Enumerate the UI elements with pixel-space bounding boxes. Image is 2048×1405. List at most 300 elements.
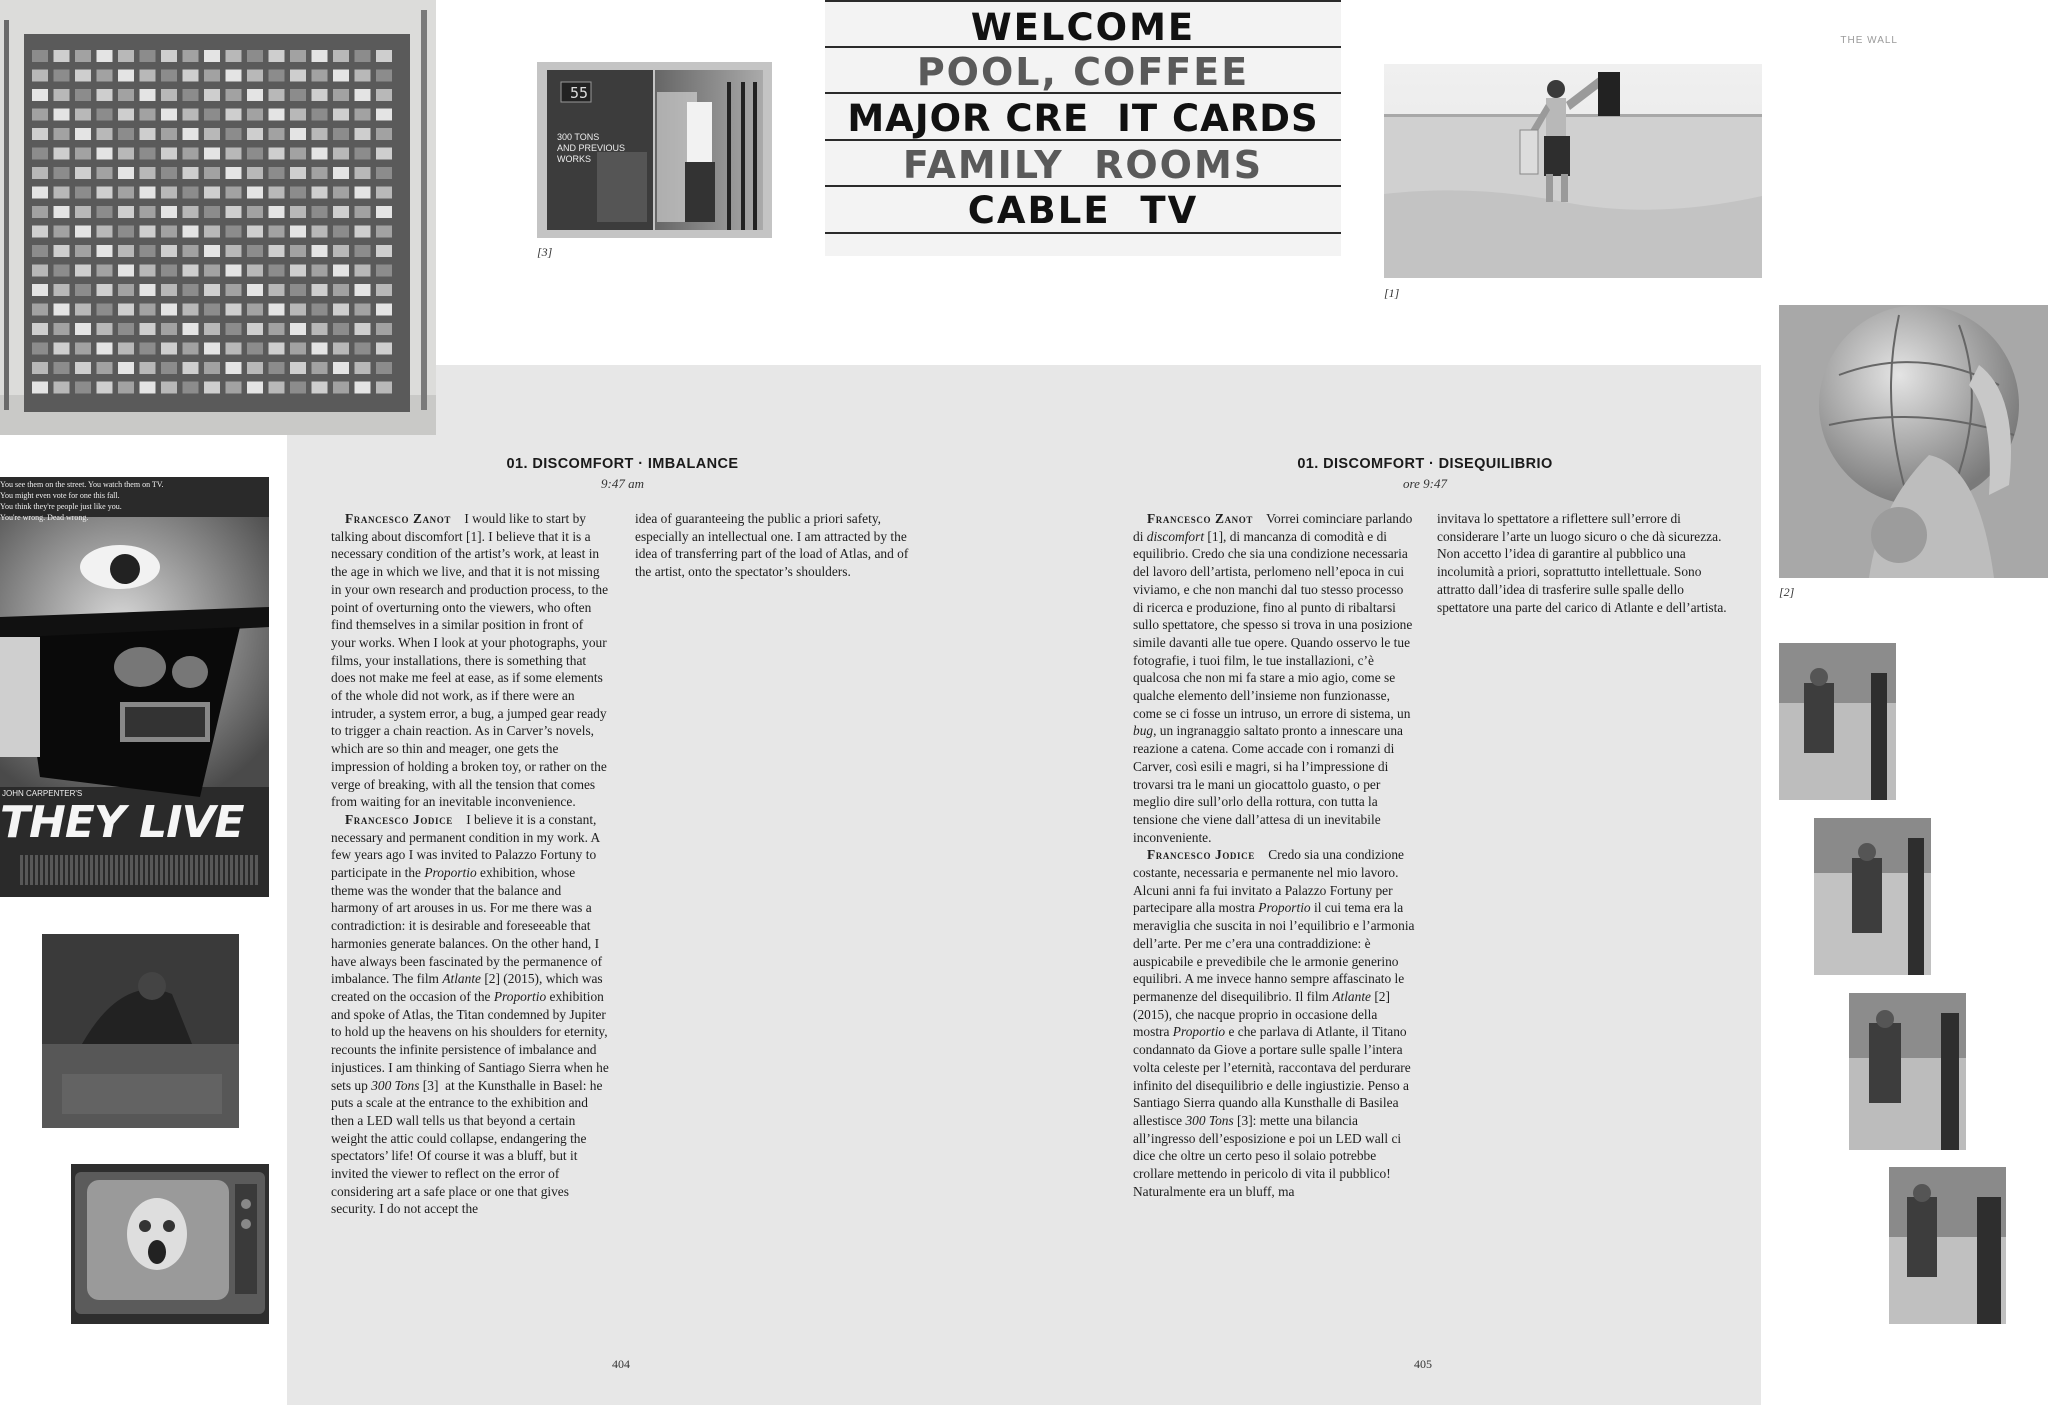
wall-print bbox=[226, 382, 242, 394]
poster-director: JOHN CARPENTER'S bbox=[2, 789, 83, 798]
wall-print bbox=[376, 343, 392, 355]
wall-print bbox=[355, 109, 371, 121]
sign-line-4: FAMILY ROOMS bbox=[902, 143, 1264, 187]
wall-print bbox=[333, 343, 349, 355]
beach-photo bbox=[1384, 64, 1762, 278]
wall-print bbox=[54, 362, 70, 374]
strip-photo-4 bbox=[1889, 1167, 2006, 1324]
wall-print bbox=[54, 128, 70, 140]
wall-print bbox=[140, 148, 156, 160]
right-para-zanot: Francesco Zanot Vorrei cominciare parlando di discomfort [1], di mancanza di comodità e di equilibrio. Credo che sia una condizione necessaria del lavoro dell’artista, perlomeno nell’epoca in cui viviamo, e che non manchi dal tuo stesso processo di ricerca e produzione, fino al punto di ribaltarsi sullo spettatore, che spesso si trova in una posizione simile davanti alle tue opere. Quando osservo le tue fotografie, i tuoi film, le tue installazioni, c’è qualcosa che non mi fa stare a mio agio, come se qualche elemento dell’insieme non funzionasse, come se ci fosse un intruso, un errore di sistema, un bug, un ingranaggio saltato pronto a innescare una reazione a catena. Come accade con i romanzi di Carver, così esili e magri, si ha l’impressione di trovarsi tra le mani un giocattolo guasto, o per meglio dire sull’orlo della rottura, con tutta la tensione che viene dall’attesa di un inevitabile inconveniente. bbox=[1133, 511, 1413, 845]
wall-print bbox=[140, 304, 156, 316]
wall-print bbox=[333, 70, 349, 82]
wall-print bbox=[376, 323, 392, 335]
wall-print bbox=[161, 167, 177, 179]
wall-print bbox=[247, 50, 263, 62]
wall-print bbox=[355, 323, 371, 335]
wall-print bbox=[269, 265, 285, 277]
wall-print bbox=[75, 89, 91, 101]
wall-print bbox=[333, 362, 349, 374]
wall-print bbox=[355, 206, 371, 218]
wall-print bbox=[312, 206, 328, 218]
wall-print bbox=[140, 382, 156, 394]
caption-2: [2] bbox=[1779, 585, 1795, 599]
wall-print bbox=[75, 206, 91, 218]
wall-print bbox=[54, 226, 70, 238]
wall-print bbox=[226, 245, 242, 257]
wall-print bbox=[376, 206, 392, 218]
wall-print bbox=[32, 89, 48, 101]
wall-print bbox=[32, 50, 48, 62]
wall-print bbox=[118, 362, 134, 374]
wall-print bbox=[140, 245, 156, 257]
wall-print bbox=[312, 362, 328, 374]
wall-print bbox=[75, 167, 91, 179]
wall-print bbox=[183, 187, 199, 199]
wall-print bbox=[312, 323, 328, 335]
sign-line-5: CABLE TV bbox=[967, 189, 1199, 232]
wall-print bbox=[312, 304, 328, 316]
wall-print bbox=[32, 226, 48, 238]
wall-print bbox=[226, 167, 242, 179]
wall-print bbox=[54, 148, 70, 160]
running-head: THE WALL bbox=[1840, 35, 1898, 46]
book-counter: 55 bbox=[570, 84, 589, 102]
wall-print bbox=[333, 187, 349, 199]
right-col-2 bbox=[1437, 510, 1727, 616]
wall-print bbox=[140, 109, 156, 121]
wall-print bbox=[290, 128, 306, 140]
wall-print bbox=[183, 362, 199, 374]
wall-print bbox=[355, 148, 371, 160]
wall-print bbox=[290, 206, 306, 218]
wall-print bbox=[290, 50, 306, 62]
wall-print bbox=[333, 148, 349, 160]
wall-print bbox=[204, 206, 220, 218]
wall-print bbox=[333, 226, 349, 238]
wall-print bbox=[247, 284, 263, 296]
wall-print bbox=[269, 226, 285, 238]
wall-print bbox=[97, 206, 113, 218]
wall-print bbox=[355, 362, 371, 374]
wall-print bbox=[183, 226, 199, 238]
wall-print bbox=[32, 245, 48, 257]
wall-print bbox=[161, 89, 177, 101]
wall-print bbox=[204, 167, 220, 179]
wall-print bbox=[226, 265, 242, 277]
wall-print bbox=[75, 226, 91, 238]
wall-print bbox=[118, 50, 134, 62]
wall-print bbox=[118, 89, 134, 101]
wall-print bbox=[290, 343, 306, 355]
wall-print bbox=[226, 50, 242, 62]
wall-print bbox=[247, 226, 263, 238]
wall-print bbox=[140, 362, 156, 374]
caption-1: [1] bbox=[1384, 286, 1400, 300]
wall-print bbox=[183, 70, 199, 82]
wall-print bbox=[161, 343, 177, 355]
wall-print bbox=[290, 89, 306, 101]
wall-print bbox=[333, 245, 349, 257]
wall-print bbox=[204, 265, 220, 277]
wall-print bbox=[54, 343, 70, 355]
wall-print bbox=[376, 226, 392, 238]
wall-print bbox=[269, 167, 285, 179]
wall-print bbox=[312, 343, 328, 355]
wall-print bbox=[247, 343, 263, 355]
wall-print bbox=[140, 187, 156, 199]
speaker-jodice-it: Francesco Jodice bbox=[1147, 847, 1255, 863]
wall-print bbox=[161, 226, 177, 238]
wall-print bbox=[376, 50, 392, 62]
wall-print bbox=[247, 304, 263, 316]
wall-print bbox=[204, 128, 220, 140]
wall-print bbox=[290, 187, 306, 199]
wall-print bbox=[247, 206, 263, 218]
wall-print bbox=[355, 245, 371, 257]
wall-print bbox=[355, 343, 371, 355]
wall-print bbox=[269, 148, 285, 160]
wall-print bbox=[32, 109, 48, 121]
wall-print bbox=[269, 187, 285, 199]
wall-print bbox=[118, 323, 134, 335]
wall-print bbox=[269, 362, 285, 374]
wall-print bbox=[75, 148, 91, 160]
wall-print bbox=[226, 304, 242, 316]
wall-print bbox=[312, 167, 328, 179]
wall-print bbox=[161, 109, 177, 121]
wall-print bbox=[97, 362, 113, 374]
wall-print bbox=[118, 265, 134, 277]
wall-print bbox=[204, 109, 220, 121]
wall-print bbox=[97, 128, 113, 140]
wall-print bbox=[54, 109, 70, 121]
wall-print bbox=[118, 167, 134, 179]
wall-print bbox=[54, 284, 70, 296]
left-heading: 01. DISCOMFORT · IMBALANCE bbox=[506, 456, 739, 472]
wall-print bbox=[140, 206, 156, 218]
wall-print bbox=[75, 323, 91, 335]
wall-print bbox=[376, 284, 392, 296]
wall-print bbox=[161, 304, 177, 316]
left-para-cont: idea of guaranteeing the public a priori safety, especially an intellectual one. I am attracted by the idea of transferring part of the load of Atlas, and of the artist, onto the spectator’s shoulders. bbox=[635, 511, 909, 580]
wall-print bbox=[54, 206, 70, 218]
wall-print bbox=[75, 362, 91, 374]
they-live-poster bbox=[0, 477, 269, 897]
wall-print bbox=[204, 245, 220, 257]
wall-print bbox=[97, 109, 113, 121]
wall-print bbox=[269, 343, 285, 355]
wall-print bbox=[32, 265, 48, 277]
wall-print bbox=[355, 284, 371, 296]
wall-print bbox=[75, 187, 91, 199]
wall-print bbox=[226, 226, 242, 238]
wall-print bbox=[183, 109, 199, 121]
wall-print bbox=[54, 265, 70, 277]
wall-print bbox=[226, 109, 242, 121]
wall-print bbox=[226, 343, 242, 355]
wall-print bbox=[118, 206, 134, 218]
wall-installation-image bbox=[0, 0, 436, 435]
wall-print bbox=[97, 89, 113, 101]
wall-print bbox=[118, 109, 134, 121]
wall-print bbox=[247, 148, 263, 160]
wall-print bbox=[161, 362, 177, 374]
wall-print bbox=[97, 304, 113, 316]
wall-print bbox=[140, 70, 156, 82]
wall-print bbox=[355, 226, 371, 238]
wall-print bbox=[376, 265, 392, 277]
wall-print bbox=[226, 362, 242, 374]
wall-print bbox=[247, 187, 263, 199]
wall-print bbox=[247, 265, 263, 277]
wall-print bbox=[118, 128, 134, 140]
wall-print bbox=[204, 148, 220, 160]
wall-print bbox=[183, 167, 199, 179]
wall-print bbox=[161, 70, 177, 82]
wall-print bbox=[183, 284, 199, 296]
wall-print bbox=[247, 89, 263, 101]
wall-print bbox=[376, 382, 392, 394]
wall-print bbox=[247, 323, 263, 335]
wall-print bbox=[333, 50, 349, 62]
wall-print bbox=[376, 109, 392, 121]
wall-print bbox=[269, 382, 285, 394]
wall-print bbox=[312, 148, 328, 160]
wall-print bbox=[355, 187, 371, 199]
wall-print bbox=[140, 323, 156, 335]
wall-print bbox=[97, 70, 113, 82]
wall-print bbox=[269, 323, 285, 335]
wall-print bbox=[97, 323, 113, 335]
wall-print bbox=[312, 187, 328, 199]
left-time: 9:47 am bbox=[601, 476, 644, 491]
wall-print bbox=[290, 284, 306, 296]
wall-print bbox=[355, 70, 371, 82]
sign-line-1: WELCOME bbox=[970, 6, 1196, 49]
wall-print bbox=[333, 128, 349, 140]
wall-print bbox=[226, 323, 242, 335]
wall-print bbox=[32, 148, 48, 160]
wall-print bbox=[75, 304, 91, 316]
wall-print bbox=[269, 304, 285, 316]
wall-print bbox=[97, 148, 113, 160]
wall-print bbox=[32, 323, 48, 335]
wall-print bbox=[32, 304, 48, 316]
wall-print bbox=[247, 382, 263, 394]
left-col-1 bbox=[331, 510, 611, 1218]
wall-print bbox=[161, 187, 177, 199]
wall-print bbox=[75, 245, 91, 257]
wall-print bbox=[118, 148, 134, 160]
wall-print bbox=[312, 109, 328, 121]
wall-print bbox=[355, 89, 371, 101]
wall-print bbox=[204, 284, 220, 296]
speaker-jodice: Francesco Jodice bbox=[345, 811, 453, 827]
wall-print bbox=[118, 70, 134, 82]
wall-print bbox=[140, 265, 156, 277]
wall-print bbox=[226, 148, 242, 160]
wall-print bbox=[376, 245, 392, 257]
page-number-405: 405 bbox=[1414, 1357, 1432, 1371]
wall-print bbox=[97, 382, 113, 394]
wall-print bbox=[97, 343, 113, 355]
wall-print bbox=[118, 245, 134, 257]
wall-print bbox=[204, 70, 220, 82]
wall-print bbox=[204, 304, 220, 316]
wall-print bbox=[32, 343, 48, 355]
wall-print bbox=[161, 50, 177, 62]
wall-print bbox=[140, 128, 156, 140]
wall-print bbox=[183, 245, 199, 257]
sign-line-2: POOL, COFFEE bbox=[916, 50, 1250, 94]
wall-print bbox=[355, 382, 371, 394]
wall-print bbox=[269, 245, 285, 257]
right-para-jodice: Francesco Jodice Credo sia una condizione costante, necessaria e permanente nel mio lavoro. Alcuni anni fa fui invitato a Palazzo Fortuny per partecipare alla mostra Proportio il cui tema era la meraviglia che suscita in noi l’equilibrio e l’armonia dell’arte. Per me c’era una contraddizione: è auspicabile e prevedibile che le armonie generino equilibri. A me invece hanno sempre affascinato le permanenze del disequilibrio. Il film Atlante [2] (2015), che nacque proprio in occasione della mostra Proportio e che parlava di Atlante, il Titano condannato da Giove a portare sulle spalle l’intera volta celeste per l’eternità, raccontava del perdurare infinito del disequilibrio e delle ingiustizie. Penso a Santiago Sierra quando alla Kunsthalle di Basilea allestisce 300 Tons [3]: mette una bilancia all’ingresso dell’esposizione e poi un LED wall ci dice che oltre un certo peso il solaio potrebbe crollare mettendo in pericolo di vita il pubblico! Naturalmente era un bluff, ma bbox=[1133, 847, 1415, 1199]
wall-print bbox=[290, 148, 306, 160]
wall-print bbox=[312, 226, 328, 238]
wall-print bbox=[269, 70, 285, 82]
speaker-zanot-it: Francesco Zanot bbox=[1147, 511, 1253, 526]
wall-print bbox=[269, 206, 285, 218]
wall-print bbox=[161, 245, 177, 257]
wall-print bbox=[97, 187, 113, 199]
wall-print bbox=[376, 304, 392, 316]
wall-print bbox=[269, 50, 285, 62]
wall-print bbox=[290, 167, 306, 179]
wall-print bbox=[247, 167, 263, 179]
wall-print bbox=[333, 109, 349, 121]
wall-print bbox=[97, 226, 113, 238]
wall-print bbox=[97, 167, 113, 179]
wall-print bbox=[183, 89, 199, 101]
wall-print bbox=[75, 343, 91, 355]
wall-print bbox=[376, 148, 392, 160]
wall-print bbox=[269, 109, 285, 121]
atlas-statue-photo bbox=[1779, 305, 2048, 578]
wall-print bbox=[290, 382, 306, 394]
wall-print bbox=[247, 109, 263, 121]
wall-print bbox=[312, 70, 328, 82]
wall-print bbox=[32, 206, 48, 218]
wall-print bbox=[290, 304, 306, 316]
speaker-zanot: Francesco Zanot bbox=[345, 511, 451, 526]
wall-print bbox=[376, 167, 392, 179]
wall-print bbox=[75, 382, 91, 394]
wall-print bbox=[97, 265, 113, 277]
film-still-photo bbox=[42, 934, 239, 1128]
wall-print bbox=[226, 70, 242, 82]
wall-print bbox=[32, 167, 48, 179]
wall-print bbox=[75, 284, 91, 296]
wall-print bbox=[376, 70, 392, 82]
wall-print bbox=[97, 245, 113, 257]
wall-print bbox=[32, 362, 48, 374]
wall-print bbox=[376, 128, 392, 140]
wall-installation-photo bbox=[0, 0, 436, 435]
wall-print bbox=[140, 89, 156, 101]
wall-print bbox=[54, 304, 70, 316]
wall-print bbox=[312, 89, 328, 101]
right-heading: 01. DISCOMFORT · DISEQUILIBRIO bbox=[1297, 456, 1553, 472]
poster-tagline: You see them on the street. You watch them on TV. You might even vote for one this fall. You think they're people just like you. You're wrong. Dead wrong. bbox=[0, 480, 164, 522]
wall-print bbox=[312, 245, 328, 257]
wall-print bbox=[226, 187, 242, 199]
wall-print bbox=[183, 50, 199, 62]
wall-print bbox=[247, 128, 263, 140]
right-para-cont: invitava lo spettatore a riflettere sull’errore di considerare l’arte un luogo sicuro o che dà sicurezza. Non accetto l’idea di garantire al pubblico una incolumità a priori, soprattutto intellettuale. Sono attratto dall’idea di trasferire sulle spalle dello spettatore una parte del carico di Atlante e dell’artista. bbox=[1437, 511, 1727, 615]
tv-photo bbox=[71, 1164, 269, 1324]
sign-line-3: MAJOR CRE IT CARDS bbox=[847, 97, 1319, 140]
wall-print bbox=[333, 323, 349, 335]
wall-print bbox=[32, 382, 48, 394]
marquee-sign-photo bbox=[825, 0, 1341, 256]
wall-print bbox=[226, 128, 242, 140]
wall-print bbox=[204, 323, 220, 335]
wall-print bbox=[118, 304, 134, 316]
left-col-2 bbox=[635, 510, 925, 581]
wall-print bbox=[290, 109, 306, 121]
wall-print bbox=[269, 89, 285, 101]
wall-print bbox=[204, 50, 220, 62]
wall-print bbox=[32, 187, 48, 199]
wall-print bbox=[75, 109, 91, 121]
wall-print bbox=[290, 245, 306, 257]
wall-print bbox=[32, 128, 48, 140]
wall-print bbox=[247, 362, 263, 374]
wall-print bbox=[226, 206, 242, 218]
wall-print bbox=[183, 382, 199, 394]
wall-print bbox=[75, 70, 91, 82]
wall-print bbox=[183, 265, 199, 277]
wall-print bbox=[226, 284, 242, 296]
wall-print bbox=[204, 343, 220, 355]
wall-print bbox=[161, 284, 177, 296]
wall-print bbox=[355, 265, 371, 277]
wall-print bbox=[54, 323, 70, 335]
wall-print bbox=[75, 265, 91, 277]
wall-print bbox=[204, 226, 220, 238]
wall-print bbox=[183, 323, 199, 335]
wall-print bbox=[312, 284, 328, 296]
wall-print bbox=[54, 382, 70, 394]
wall-print bbox=[355, 128, 371, 140]
wall-print bbox=[32, 284, 48, 296]
left-para-zanot: Francesco Zanot I would like to start by talking about discomfort [1]. I believe that it is a necessary condition of the artist’s work, at least in the age in which we live, and that it is not missing in your own research and production process, to the point of overturning onto the viewers, who often find themselves in a similar position in front of your works. When I look at your photographs, your films, your installations, there is something that does not make me feel at ease, as if some elements of the whole did not work, as if there were an intruder, a system error, a bug, a jumped gear ready to trigger a chain reaction. As in Carver’s novels, which are so thin and meager, one gets the impression of holding a broken toy, or rather on the verge of breaking, with all the tension that comes from waiting for an inevitable inconvenience. bbox=[331, 511, 609, 810]
wall-print bbox=[247, 245, 263, 257]
wall-print bbox=[355, 304, 371, 316]
wall-print bbox=[333, 284, 349, 296]
wall-print bbox=[54, 70, 70, 82]
wall-print bbox=[54, 167, 70, 179]
wall-print bbox=[54, 245, 70, 257]
wall-print bbox=[97, 284, 113, 296]
wall-print bbox=[97, 50, 113, 62]
wall-print bbox=[333, 265, 349, 277]
wall-print bbox=[333, 167, 349, 179]
right-col-1 bbox=[1133, 510, 1415, 1200]
strip-photo-1 bbox=[1779, 643, 1896, 800]
wall-print bbox=[161, 382, 177, 394]
wall-print bbox=[204, 362, 220, 374]
strip-photo-2 bbox=[1814, 818, 1931, 975]
wall-print bbox=[54, 89, 70, 101]
wall-print bbox=[204, 187, 220, 199]
wall-print bbox=[183, 128, 199, 140]
page-number-404: 404 bbox=[612, 1357, 630, 1371]
wall-print bbox=[161, 323, 177, 335]
wall-print bbox=[376, 89, 392, 101]
